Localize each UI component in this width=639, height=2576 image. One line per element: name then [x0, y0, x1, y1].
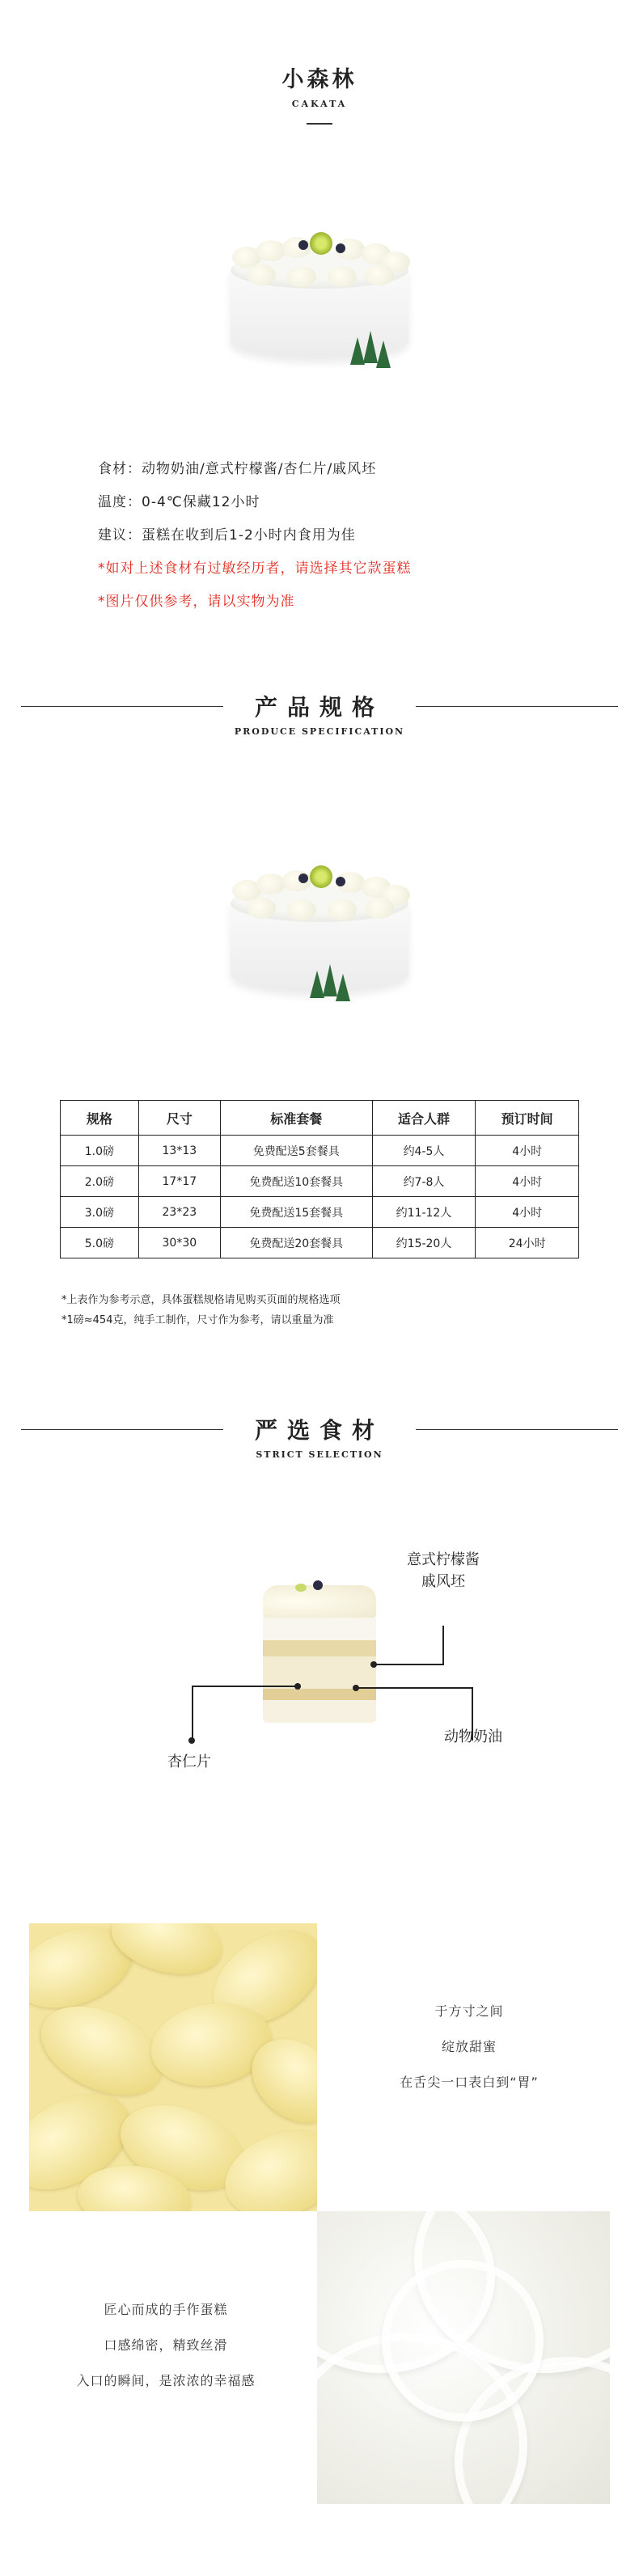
table-cell: 1.0磅 — [61, 1136, 139, 1166]
callout-dot — [370, 1661, 377, 1668]
title-divider — [307, 123, 332, 125]
table-cell: 2.0磅 — [61, 1166, 139, 1197]
page-subtitle: CAKATA — [291, 99, 348, 109]
spec-section-title: 产品规格 — [254, 694, 384, 721]
table-cell: 免费配送20套餐具 — [220, 1228, 372, 1258]
table-cell: 17*17 — [138, 1166, 220, 1197]
image-note: *图片仅供参考，请以实物为准 — [98, 594, 295, 610]
spec-section-subtitle: PRODUCE SPECIFICATION — [234, 726, 405, 737]
callout-cream: 动物奶油 — [444, 1728, 502, 1745]
poem-line: 口感绵密，精致丝滑 — [104, 2337, 228, 2353]
table-row — [61, 1228, 579, 1258]
table-cell: 4小时 — [476, 1166, 579, 1197]
callout-almond: 杏仁片 — [167, 1753, 211, 1770]
table-note: *上表作为参考示意，具体蛋糕规格请见购买页面的规格选项 — [61, 1294, 341, 1306]
table-cell: 4小时 — [476, 1197, 579, 1228]
header-cell: 预订时间 — [476, 1101, 579, 1136]
callout-dot — [294, 1683, 301, 1690]
poem-line: 匠心而成的手作蛋糕 — [104, 2302, 228, 2317]
suggestion-text: 建议：蛋糕在收到后1-2小时内食用为佳 — [98, 527, 356, 544]
callout-lemon-sauce: 意式柠檬酱 — [407, 1551, 480, 1568]
table-cell: 约4-5人 — [372, 1136, 476, 1166]
table-cell: 13*13 — [138, 1136, 220, 1166]
page-title: 小森林 — [281, 67, 358, 92]
table-cell: 免费配送15套餐具 — [220, 1197, 372, 1228]
callout-chiffon: 戚风坯 — [421, 1573, 465, 1590]
cream-photo — [317, 2211, 610, 2504]
table-cell: 约15-20人 — [372, 1228, 476, 1258]
strict-section-subtitle: STRICT SELECTION — [256, 1449, 383, 1460]
table-row — [61, 1197, 579, 1228]
cake-slice-image — [263, 1585, 376, 1723]
callout-line — [192, 1686, 193, 1739]
allergy-warning: *如对上述食材有过敏经历者，请选择其它款蛋糕 — [98, 560, 412, 577]
cake-photo — [214, 856, 425, 1009]
table-cell: 30*30 — [138, 1228, 220, 1258]
table-cell: 免费配送10套餐具 — [220, 1166, 372, 1197]
poem-line: 在舌尖一口表白到“胃” — [400, 2075, 539, 2090]
table-cell: 3.0磅 — [61, 1197, 139, 1228]
header-cell: 规格 — [61, 1101, 139, 1136]
header-cell: 尺寸 — [138, 1101, 220, 1136]
poem-line: 入口的瞬间，是浓浓的幸福感 — [76, 2373, 256, 2388]
table-cell: 免费配送5套餐具 — [220, 1136, 372, 1166]
poem-line: 于方寸之间 — [434, 2003, 504, 2019]
spec-table-header-row — [61, 1101, 579, 1136]
header-cell: 标准套餐 — [220, 1101, 372, 1136]
cake-photo — [214, 222, 425, 376]
callout-dot — [188, 1737, 195, 1744]
table-cell: 约7-8人 — [372, 1166, 476, 1197]
callout-line — [356, 1687, 473, 1689]
callout-dot — [353, 1685, 359, 1691]
callout-line — [192, 1686, 297, 1687]
table-row — [61, 1136, 579, 1166]
callout-line — [442, 1626, 444, 1664]
table-cell: 24小时 — [476, 1228, 579, 1258]
table-cell: 23*23 — [138, 1197, 220, 1228]
table-note: *1磅≈454克，纯手工制作，尺寸作为参考，请以重量为准 — [61, 1314, 334, 1326]
temperature-text: 温度：0-4℃保藏12小时 — [98, 494, 260, 510]
poem-line: 绽放甜蜜 — [441, 2039, 497, 2054]
ingredients-text: 食材：动物奶油/意式柠檬酱/杏仁片/戚风坯 — [98, 461, 377, 477]
table-cell: 4小时 — [476, 1136, 579, 1166]
spec-table — [60, 1100, 579, 1258]
table-row — [61, 1166, 579, 1197]
table-cell: 约11-12人 — [372, 1197, 476, 1228]
almond-slices-photo — [29, 1923, 317, 2211]
callout-line — [374, 1664, 444, 1665]
header-cell: 适合人群 — [372, 1101, 476, 1136]
table-cell: 5.0磅 — [61, 1228, 139, 1258]
strict-section-title: 严选食材 — [254, 1417, 384, 1444]
